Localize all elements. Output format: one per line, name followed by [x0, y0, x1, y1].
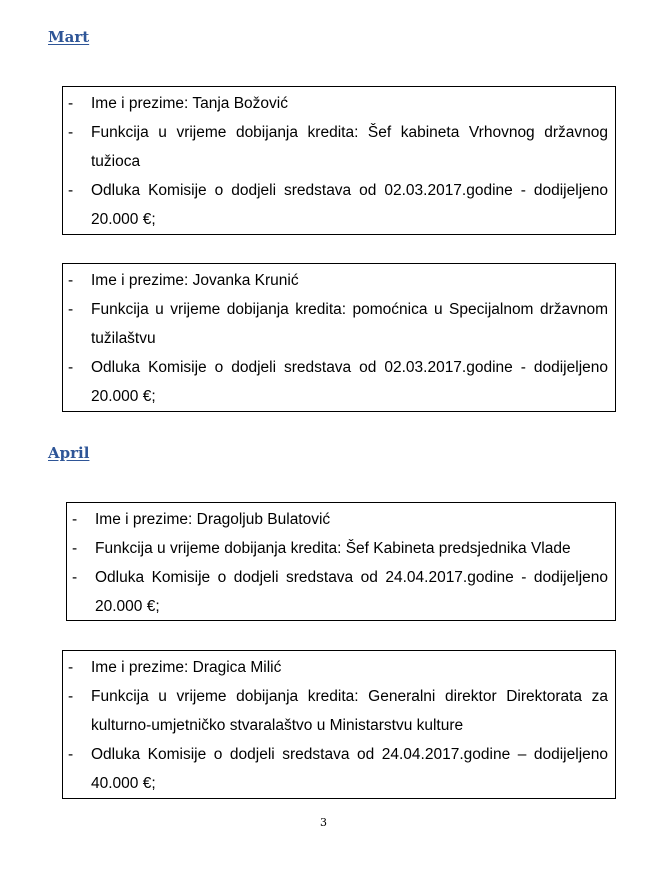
entry-function: Funkcija u vrijeme dobijanja kredita: Šef Kabineta predsjednika Vlade	[95, 540, 571, 557]
entry-decision-item	[68, 740, 608, 798]
entry-list	[68, 653, 608, 798]
entry-name-item	[68, 653, 608, 682]
bullet-dash: -	[68, 659, 74, 676]
entry-decision: Odluka Komisije o dodjeli sredstava od 24.04.2017.godine - dodijeljeno 20.000 €;	[95, 569, 608, 615]
entry-function: Funkcija u vrijeme dobijanja kredita: Generalni direktor Direktorata za kulturno-umjetničko stvaralaštvo u Ministarstvu kulture	[91, 688, 608, 734]
entry-name: Ime i prezime: Dragica Milić	[91, 659, 282, 676]
entry-function: Funkcija u vrijeme dobijanja kredita: pomoćnica u Specijalnom državnom tužilaštvu	[91, 301, 608, 347]
entry-decision-item	[68, 176, 608, 234]
bullet-dash: -	[68, 272, 74, 289]
bullet-dash: -	[72, 511, 78, 528]
entry-name: Ime i prezime: Tanja Božović	[91, 95, 288, 112]
bullet-dash: -	[72, 569, 78, 586]
entry-list	[68, 89, 608, 234]
month-heading-april: April	[48, 444, 90, 462]
month-heading-mart: Mart	[48, 28, 90, 46]
entry-decision-item	[72, 563, 608, 621]
entry-box	[66, 502, 616, 621]
bullet-dash: -	[72, 540, 78, 557]
bullet-dash: -	[68, 95, 74, 112]
entry-decision: Odluka Komisije o dodjeli sredstava od 02.03.2017.godine - dodijeljeno 20.000 €;	[91, 182, 608, 228]
entry-function-item	[68, 118, 608, 176]
entry-list	[68, 266, 608, 411]
entry-name-item	[72, 505, 608, 534]
bullet-dash: -	[68, 688, 74, 705]
bullet-dash: -	[68, 746, 74, 763]
bullet-dash: -	[68, 359, 74, 376]
entry-box	[62, 650, 616, 799]
bullet-dash: -	[68, 124, 74, 141]
entry-box	[62, 263, 616, 412]
entry-function-item	[68, 295, 608, 353]
entry-function: Funkcija u vrijeme dobijanja kredita: Šef kabineta Vrhovnog državnog tužioca	[91, 124, 608, 170]
entry-name-item	[68, 266, 608, 295]
entry-decision: Odluka Komisije o dodjeli sredstava od 02.03.2017.godine - dodijeljeno 20.000 €;	[91, 359, 608, 405]
entry-function-item	[72, 534, 608, 563]
entry-name-item	[68, 89, 608, 118]
bullet-dash: -	[68, 182, 74, 199]
entry-list	[72, 505, 608, 621]
entry-decision: Odluka Komisije o dodjeli sredstava od 24.04.2017.godine – dodijeljeno 40.000 €;	[91, 746, 608, 792]
entry-box	[62, 86, 616, 235]
entry-function-item	[68, 682, 608, 740]
entry-name: Ime i prezime: Dragoljub Bulatović	[95, 511, 331, 528]
entry-name: Ime i prezime: Jovanka Krunić	[91, 272, 299, 289]
bullet-dash: -	[68, 301, 74, 318]
entry-decision-item	[68, 353, 608, 411]
page-number: 3	[320, 816, 327, 829]
